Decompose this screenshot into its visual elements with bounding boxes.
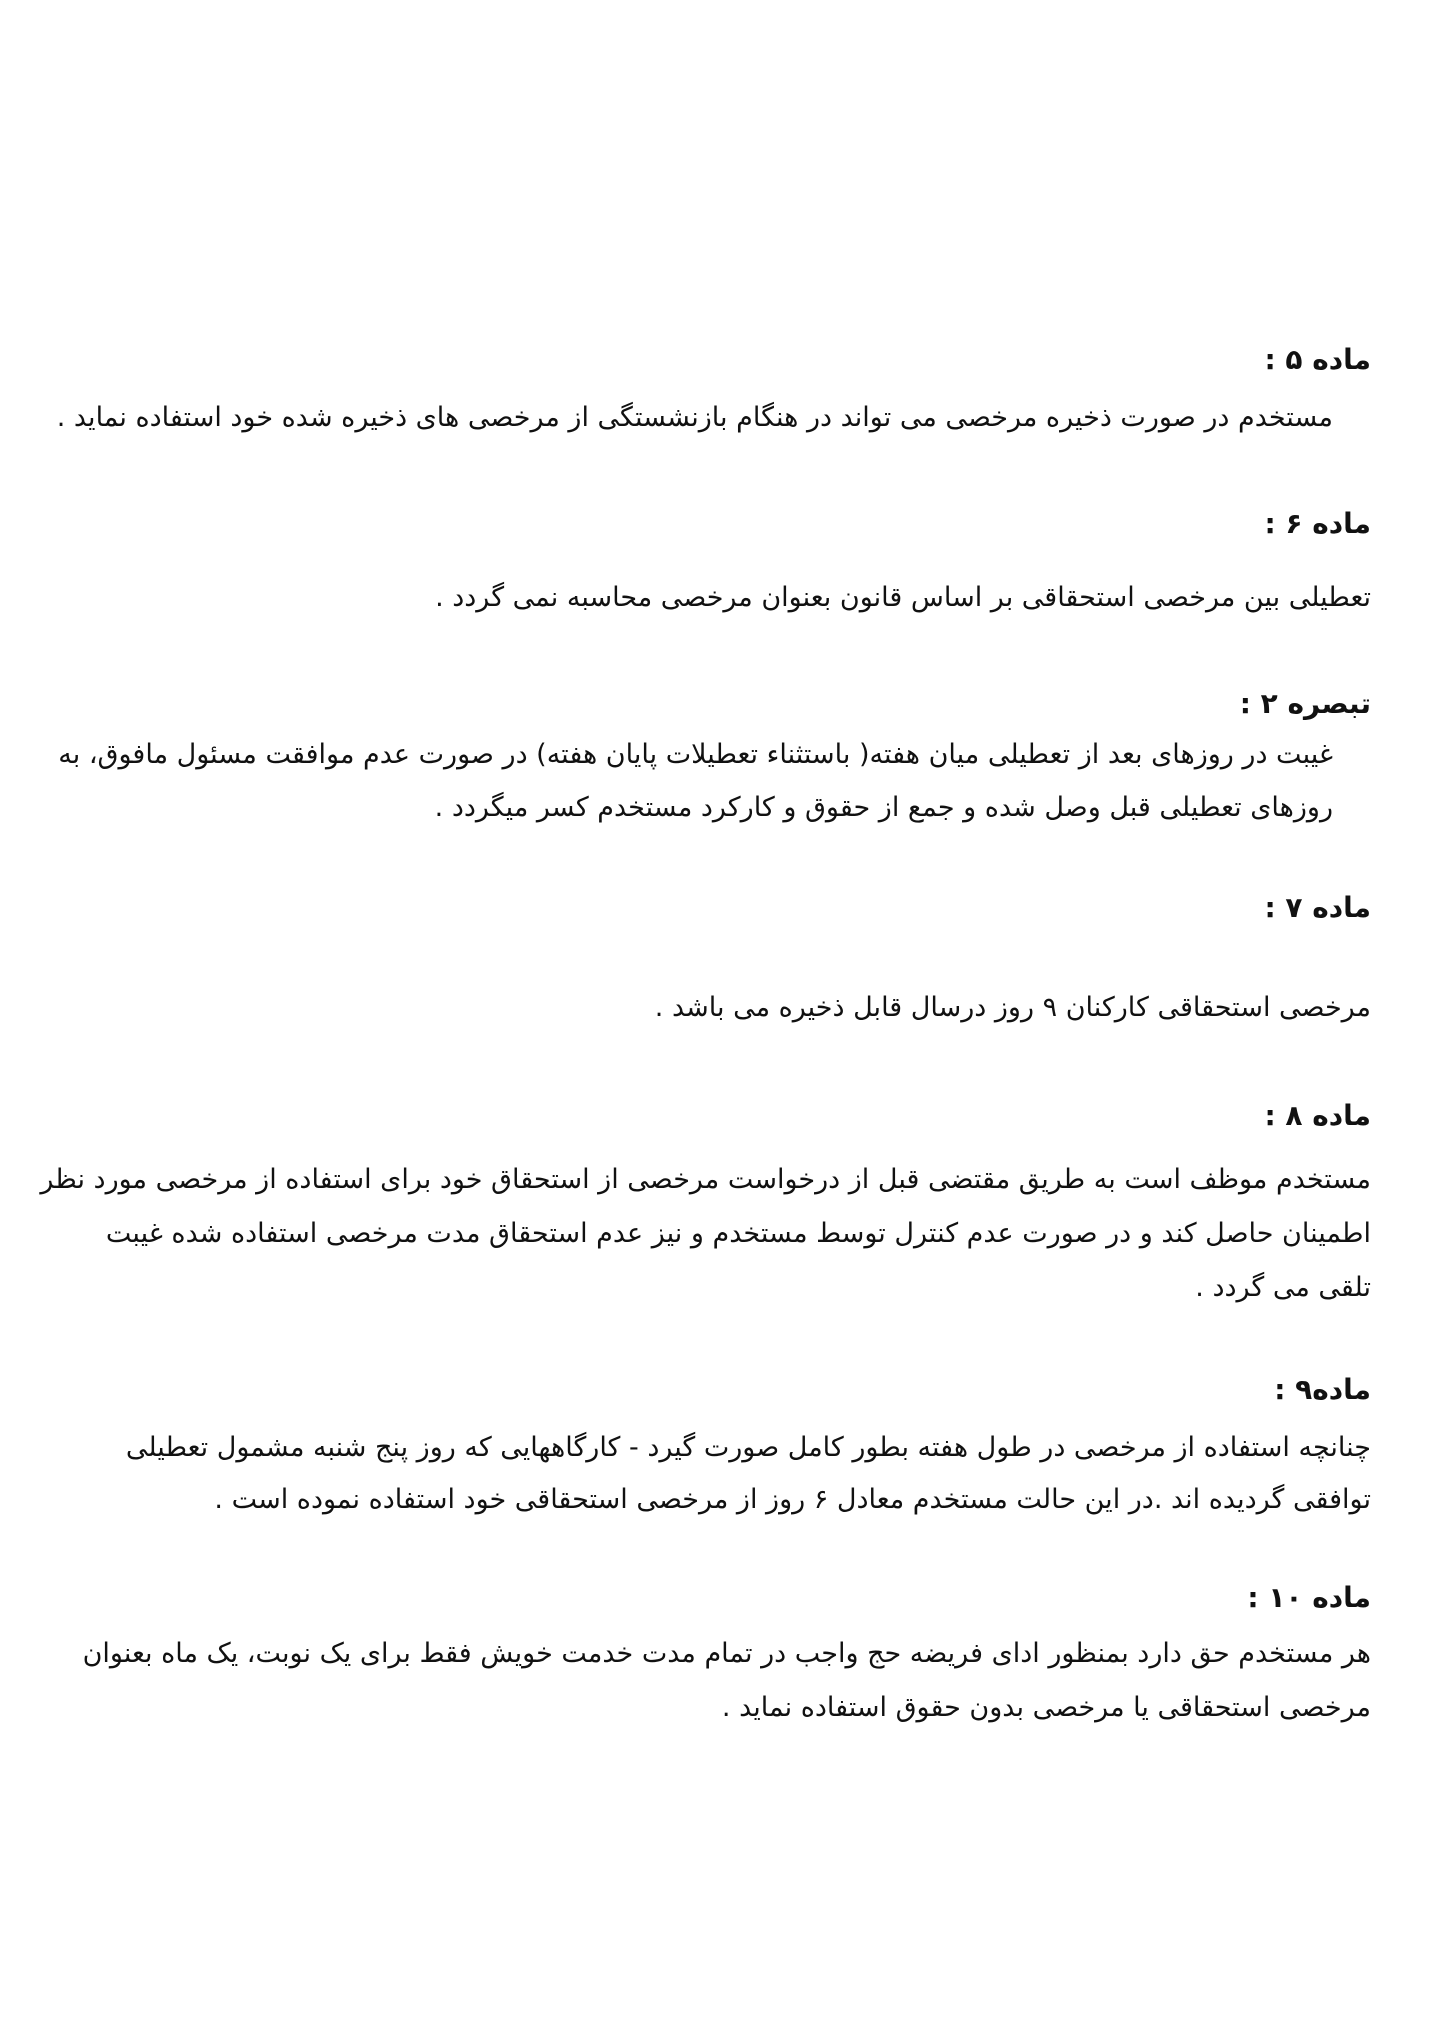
note-2-text-line-2: روزهای تعطیلی قبل وصل شده و جمع از حقوق و کارکرد مستخدم کسر میگردد .: [434, 792, 1333, 823]
article-8-text-line-1: مستخدم موظف است به طریق مقتضی قبل از درخواست مرخصی از استحقاق خود برای استفاده از مرخصی مورد نظر: [40, 1164, 1371, 1195]
article-10-text-line-2: مرخصی استحقاقی یا مرخصی بدون حقوق استفاده نماید .: [721, 1692, 1371, 1723]
note-2-text-line-1: غیبت در روزهای بعد از تعطیلی میان هفته( باستثناء تعطیلات پایان هفته) در صورت عدم موافقت مسئول مافوق، به: [58, 739, 1333, 770]
heading-article-7: ماده ۷ :: [1264, 891, 1371, 924]
article-8-text-line-3: تلقی می گردد .: [1195, 1272, 1371, 1303]
heading-note-2: تبصره ۲ :: [1239, 687, 1371, 720]
heading-article-9: ماده۹ :: [1274, 1373, 1371, 1406]
article-5-text-line-1: مستخدم در صورت ذخیره مرخصی می تواند در هنگام بازنشستگی از مرخصی های ذخیره شده خود استفاده نماید .: [56, 402, 1333, 433]
article-8-text-line-2: اطمینان حاصل کند و در صورت عدم کنترل توسط مستخدم و نیز عدم استحقاق مدت مرخصی استفاده شده غیبت: [105, 1218, 1371, 1249]
heading-article-5: ماده ۵ :: [1264, 343, 1371, 376]
article-9-text-line-1: چنانچه استفاده از مرخصی در طول هفته بطور کامل صورت گیرد - کارگاههایی که روز پنج شنبه مشمول تعطیلی: [125, 1432, 1371, 1463]
article-6-text-line-1: تعطیلی بین مرخصی استحقاقی بر اساس قانون بعنوان مرخصی محاسبه نمی گردد .: [435, 582, 1371, 613]
heading-article-10: ماده ۱۰ :: [1247, 1581, 1371, 1614]
heading-article-8: ماده ۸ :: [1264, 1099, 1371, 1132]
article-10-text-line-1: هر مستخدم حق دارد بمنظور ادای فریضه حج واجب در تمام مدت خدمت خویش فقط برای یک نوبت، یک ماه بعنوان: [82, 1638, 1371, 1669]
heading-article-6: ماده ۶ :: [1264, 507, 1371, 540]
article-9-text-line-2: توافقی گردیده اند .در این حالت مستخدم معادل ۶ روز از مرخصی استحقاقی خود استفاده نموده است .: [214, 1484, 1371, 1515]
article-7-text-line-1: مرخصی استحقاقی کارکنان ۹ روز درسال قابل ذخیره می باشد .: [654, 992, 1371, 1023]
